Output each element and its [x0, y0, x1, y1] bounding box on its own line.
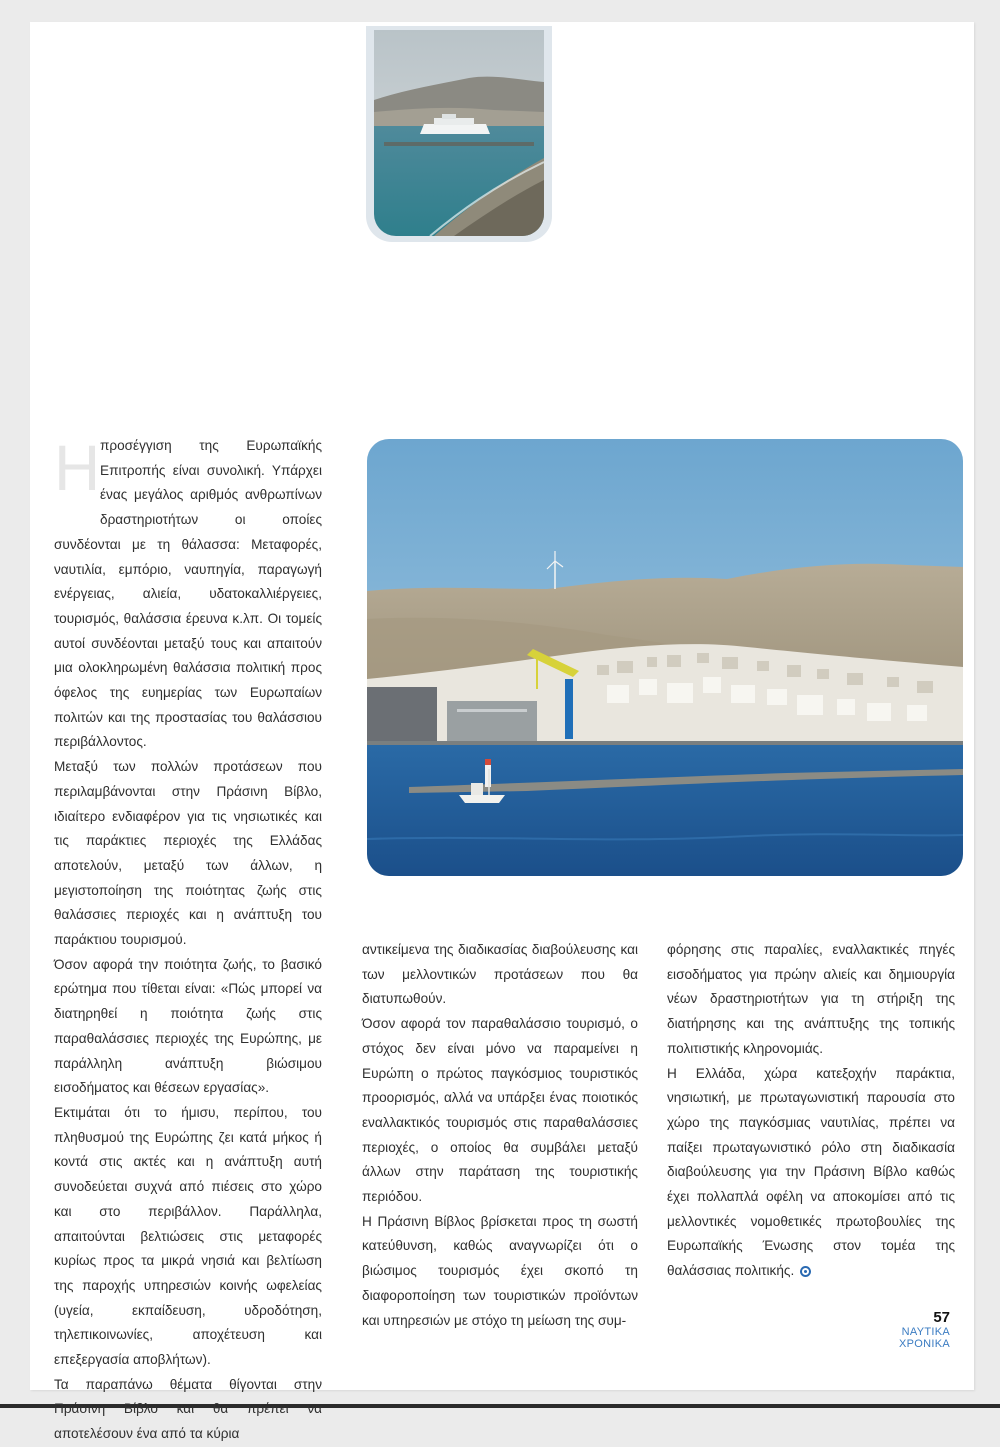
- article-column-3: [667, 938, 955, 1284]
- col3-paragraph-2: [667, 1062, 955, 1284]
- col1-paragraph-4: Εκτιμάται ότι το ήμισυ, περίπου, του πληθυσμού της Ευρώπης ζει κατά μήκος ή κοντά στις ακτές και η ανάπτυξη αυτή συνοδεύεται συχνά από πιέσεις στο χώρο και στο περιβάλλον. Παράλληλα, απαιτούνται βελτιώσεις στις μεταφορές κυρίως προς τα μικρά νησιά και βελτίωση της παροχής υπηρεσιών κοινής ωφελείας (υγεία, εκπαίδευση, υδροδότηση, τηλεπικοινωνίες, αποχέτευση και επεξεργασία αποβλήτων).: [54, 1104, 322, 1368]
- article-column-2: [362, 938, 638, 1333]
- col1-paragraph-2: Μεταξύ των πολλών προτάσεων που περιλαμβάνονται στην Πράσινη Βίβλο, ιδιαίτερο ενδιαφέρον για τις νησιωτικές και τις παράκτιες περιοχές της Ελλάδας αποτελούν, μεταξύ των άλλων, η μεγιστοποίηση της ποιότητας ζωής στις θαλάσσιες περιοχές και η ανάπτυξη του παράκτιου τουρισμού.: [54, 759, 322, 948]
- end-of-article-icon: [800, 1266, 811, 1277]
- harbour-town-photo: [367, 439, 963, 876]
- col1-paragraph-3: Όσον αφορά την ποιότητα ζωής, το βασικό ερώτημα που τίθεται είναι: «Πώς μπορεί να διατηρηθεί η ποιότητα ζωής στις παραθαλάσσιες περιοχές της Ευρώπης, με παράλληλη ανάπτυξη βιώσιμου εισοδήματος και θέσεων εργασίας».: [54, 956, 322, 1096]
- col3-paragraph-2-text: Η Ελλάδα, χώρα κατεξοχήν παράκτια, νησιωτική, με πρωταγωνιστική παρουσία στο χώρο της παγκόσμιας ναυτιλίας, πρέπει να παίξει πρωταγωνιστικό ρόλο στη διαδικασία διαβούλευσης για την Πράσινη Βίβλο καθώς έχει πολλαπλά οφέλη να αποκομίσει από τις μελλοντικές νομοθετικές πρωτοβουλίες της Ευρωπαϊκής Ένωσης στον τομέα της θαλάσσιας πολιτικής.: [667, 1065, 955, 1279]
- magazine-name-line2: ΧΡΟΝΙΚΑ: [898, 1338, 950, 1350]
- ferry-photo-image: [374, 30, 544, 236]
- col3-paragraph-1: φόρησης στις παραλίες, εναλλακτικές πηγές εισοδήματος για πρώην αλιείς και δημιουργία νέων δραστηριοτήτων για τη στήριξη της διατήρησης και της ανάπτυξης της τοπικής πολιτιστικής κληρονομιάς.: [667, 942, 955, 1056]
- drop-cap: Η: [54, 432, 101, 504]
- col1-paragraph-1: προσέγγιση της Ευρωπαϊκής Επιτροπής είναι συνολική. Υπάρχει ένας μεγάλος αριθμός ανθρωπίνων δραστηριοτήτων οι οποίες συνδέονται με τη θάλασσα: Μεταφορές, ναυτιλία, εμπόριο, ναυπηγία, παραγωγή ενέργειας, αλιεία, υδατοκαλλιέργειες, τουρισμός, θαλάσσια έρευνα κ.λπ. Οι τομείς αυτοί συνδέονται μεταξύ τους και απαιτούν μια ολοκληρωμένη θαλάσσια πολιτική προς όφελος της ευημερίας των Ευρωπαίων πολιτών και της προστασίας του θαλάσσιου περιβάλλοντος.: [54, 438, 322, 750]
- col2-paragraph-1: αντικείμενα της διαδικασίας διαβούλευσης και των μελλοντικών προτάσεων που θα διατυπωθούν.: [362, 942, 638, 1007]
- col1-paragraph-5: Τα παραπάνω θέματα θίγονται στην Πράσινη Βίβλο και θα πρέπει να αποτελέσουν ένα από τα κύρια: [54, 1376, 322, 1442]
- page-number: 57: [933, 1309, 950, 1326]
- article-column-1: [54, 434, 322, 1447]
- magazine-name-line1: ΝΑΥΤΙΚΑ: [901, 1326, 950, 1338]
- col2-paragraph-3: Η Πράσινη Βίβλος βρίσκεται προς τη σωστή κατεύθυνση, καθώς αναγνωρίζει ότι ο βιώσιμος τουρισμός έχει σκοπό τη διαφοροποίηση των τουριστικών προϊόντων και υπηρεσιών με στόχο τη μείωση της συμ-: [362, 1213, 638, 1328]
- ferry-photo: [366, 26, 552, 242]
- harbour-town-image: [367, 439, 963, 876]
- col2-paragraph-2: Όσον αφορά τον παραθαλάσσιο τουρισμό, ο στόχος δεν είναι μόνο να παραμείνει η Ευρώπη ο πρώτος παγκόσμιος τουριστικός προορισμός, αλλά να υπάρξει ένας ποιοτικός εναλλακτικός τουρισμός στις παραθαλάσσιες περιοχές, ο οποίος θα συμβάλει μεταξύ άλλων στην παράταση της τουριστικής περιόδου.: [362, 1016, 638, 1205]
- page-folio: [899, 1310, 950, 1350]
